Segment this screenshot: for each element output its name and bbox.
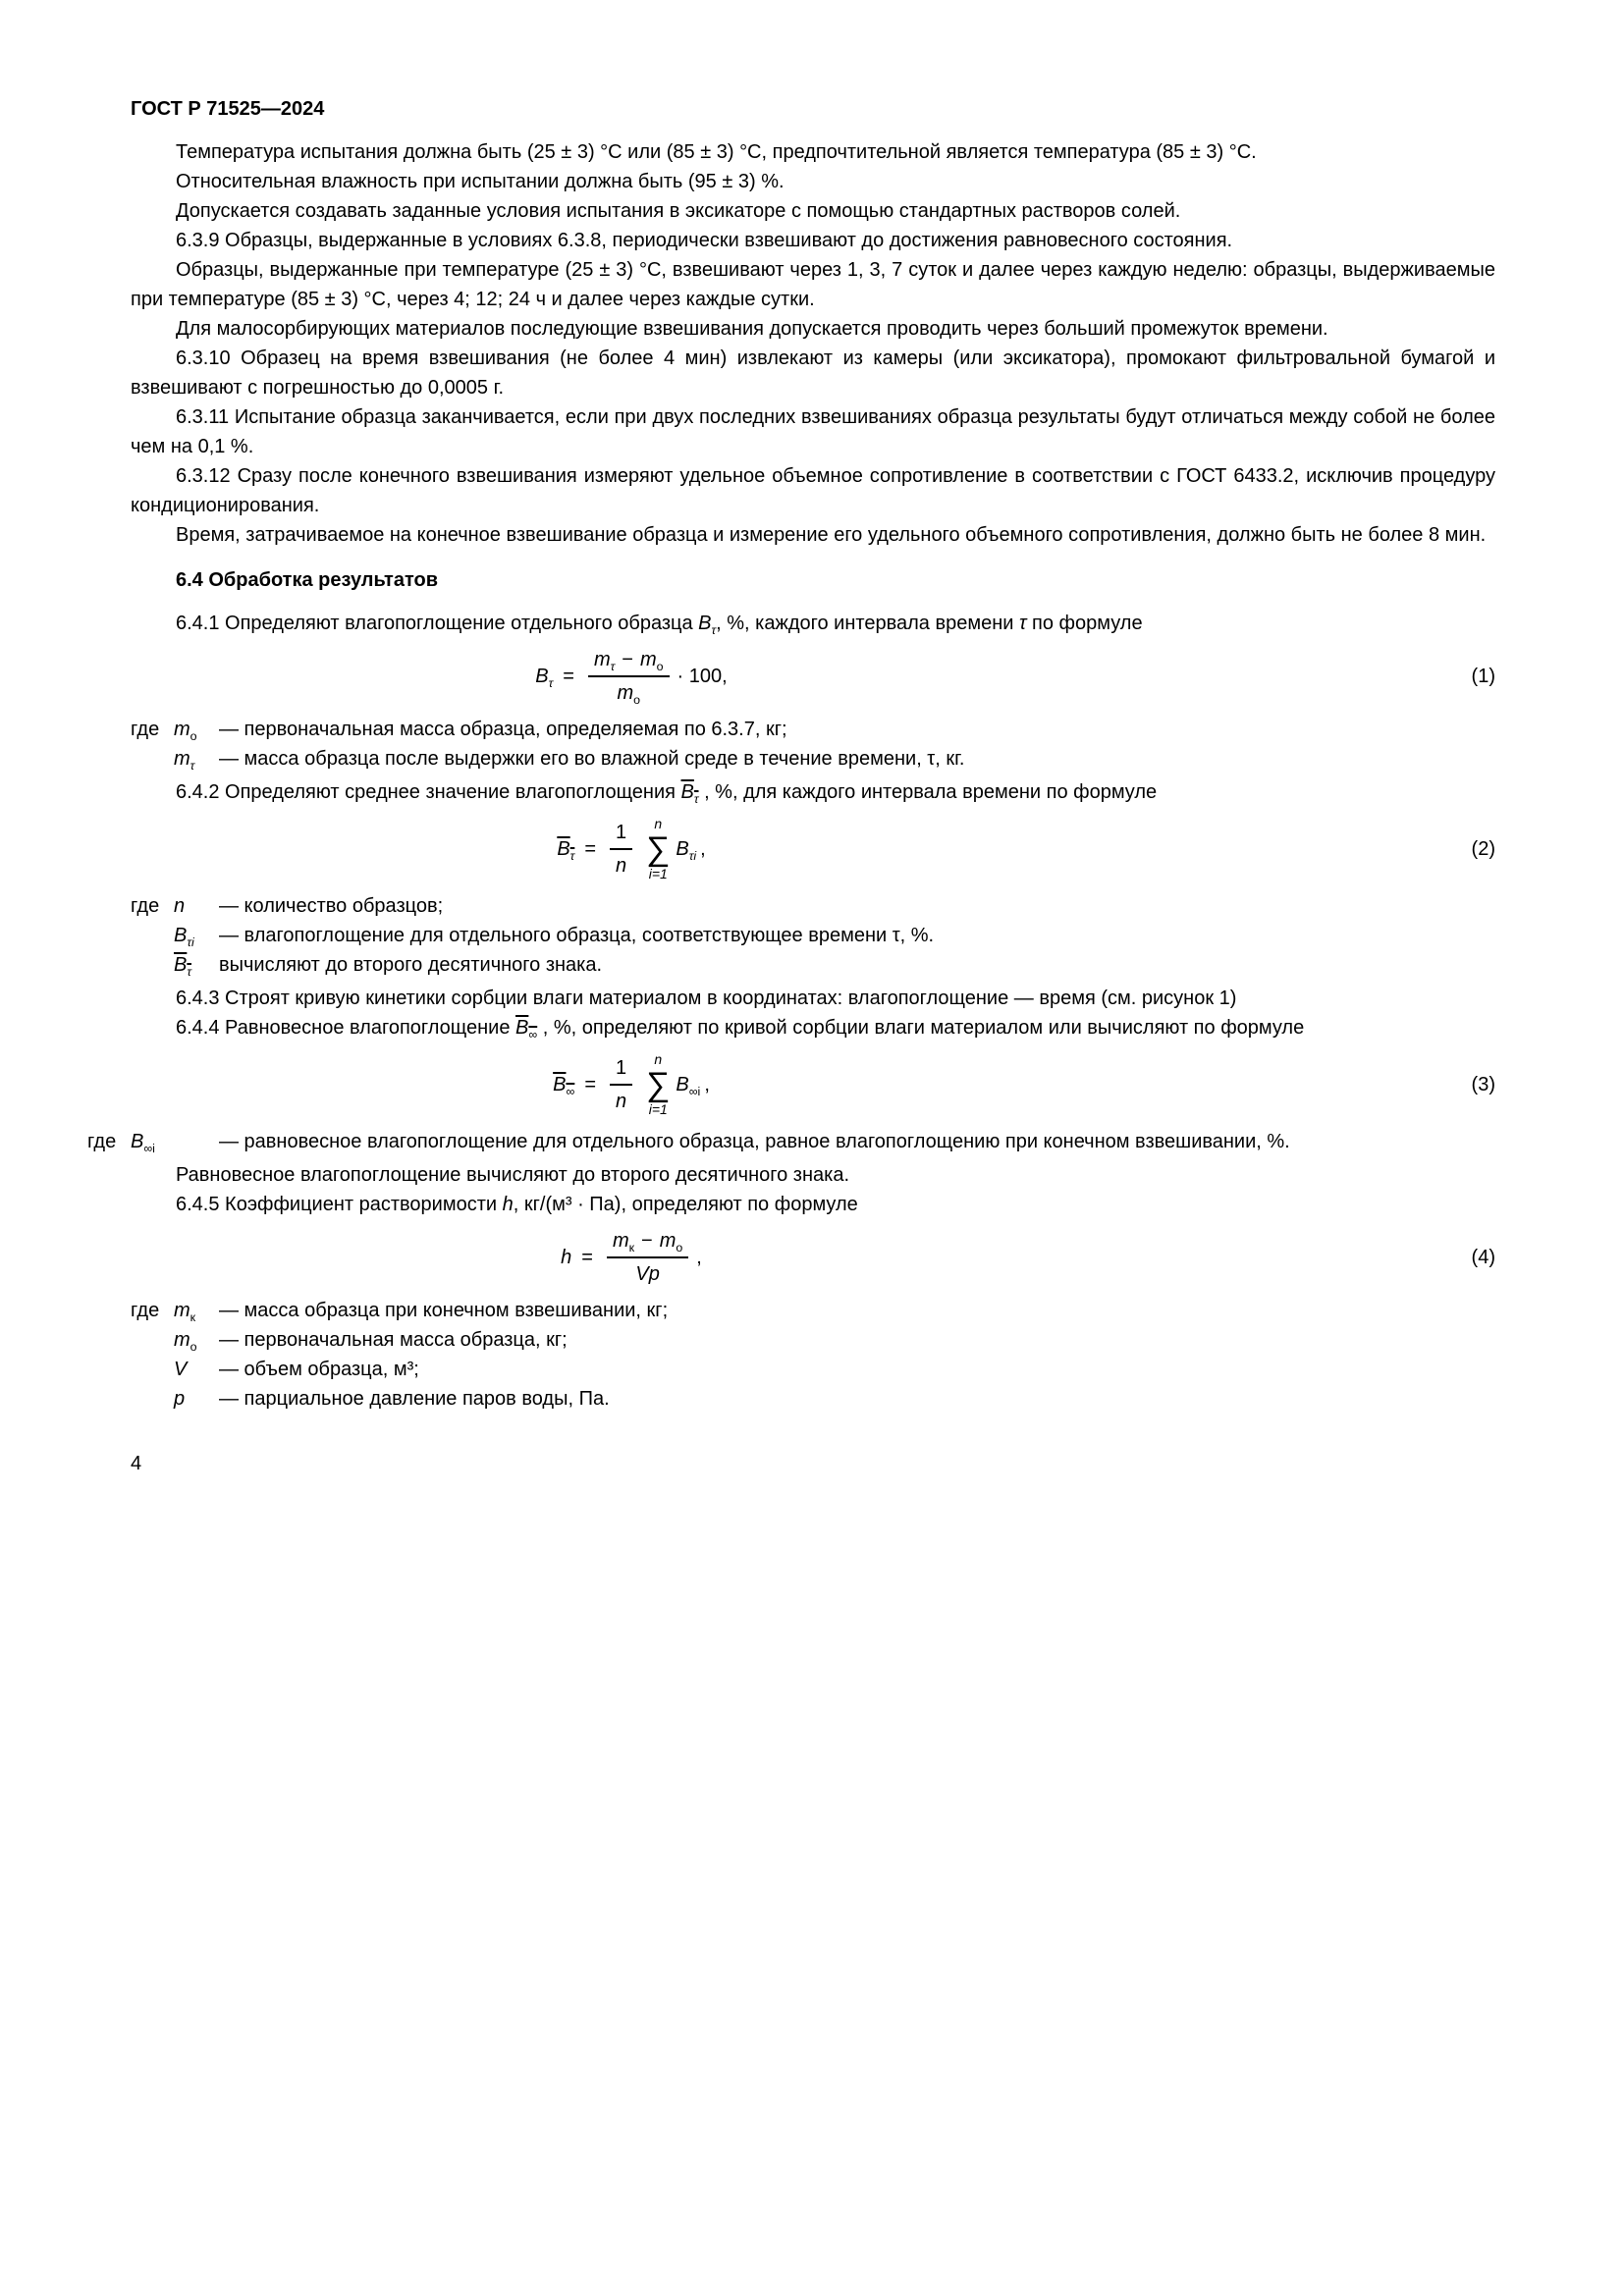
var-sub: τ xyxy=(693,792,699,806)
formula-3-definitions xyxy=(87,1127,1495,1156)
var: m xyxy=(612,1230,629,1252)
var: B xyxy=(676,1074,689,1095)
text-segment: , кг/(м³ · Па), определяют по формуле xyxy=(513,1194,858,1215)
paragraph-6-4-5 xyxy=(131,1190,1495,1219)
fraction xyxy=(607,1229,688,1286)
equals-sign: = xyxy=(563,666,574,687)
paragraph-desiccator: Допускается создавать заданные условия испытания в эксикаторе с помощью стандартных растворов солей. xyxy=(176,200,1181,222)
var-sub: о xyxy=(676,1241,683,1255)
var-sub: о xyxy=(656,660,664,673)
definition-text: — объем образца, м³; xyxy=(219,1359,419,1380)
formula-tail: · 100, xyxy=(677,666,728,687)
definition-line xyxy=(131,891,1495,921)
sum-term xyxy=(676,837,696,861)
definition-text: — количество образцов; xyxy=(219,895,444,917)
paragraph-6-3-12: 6.3.12 Сразу после конечного взвешивания измеряют удельное объемное сопротивление в соответствии с ГОСТ 6433.2, исключив процедуру кондиционирования. xyxy=(131,465,1495,516)
var-sub: τ xyxy=(189,759,195,773)
math-B-tau-mean xyxy=(174,950,219,980)
fraction-numerator xyxy=(588,648,670,677)
formula-4 xyxy=(131,1229,1446,1286)
sigma-symbol: ∑ xyxy=(646,830,671,868)
math-m-k xyxy=(174,1296,219,1325)
formula-tail: , xyxy=(700,838,706,860)
text-segment: по формуле xyxy=(1026,613,1143,634)
var-sub: τ xyxy=(711,623,717,637)
var: m xyxy=(639,649,657,670)
text-segment: , %, для каждого интервала времени по формуле xyxy=(698,781,1158,803)
definition-text: вычисляют до второго десятичного знака. xyxy=(219,954,603,976)
where-label: где xyxy=(87,1131,117,1152)
formula-1-row xyxy=(131,648,1495,705)
summation xyxy=(646,817,670,881)
fraction xyxy=(610,821,632,878)
definition-text: — влагопоглощение для отдельного образца, соответствующее времени τ, %. xyxy=(219,925,935,946)
var: m xyxy=(174,1300,190,1321)
formula-4-definitions xyxy=(131,1296,1495,1414)
paragraph-final-time: Время, затрачиваемое на конечное взвешивание образца и измерение его удельного объемного сопротивления, должно быть не более 8 мин. xyxy=(176,524,1487,546)
definition-text: — первоначальная масса образца, кг; xyxy=(219,1329,568,1351)
paragraph-6-3-10: 6.3.10 Образец на время взвешивания (не более 4 мин) извлекают из камеры (или эксикатора), промокают фильтровальной бумагой и взвешивают с погрешностью до 0,0005 г. xyxy=(131,347,1495,399)
var-sub: τi xyxy=(187,935,194,949)
math-B-tau xyxy=(698,613,717,637)
var-sub: τ xyxy=(569,849,575,863)
var-sub: ∞i xyxy=(143,1142,155,1155)
equals-sign: = xyxy=(584,1074,596,1095)
sum-term xyxy=(676,1073,700,1096)
paragraph-low-sorbing: Для малосорбирующих материалов последующие взвешивания допускается проводить через больший промежуток времени. xyxy=(176,318,1328,340)
equals-sign: = xyxy=(584,838,596,860)
text-segment: 6.4.2 Определяют среднее значение влагопоглощения xyxy=(176,781,681,803)
formula-tail: , xyxy=(696,1247,702,1268)
sum-upper-limit: n xyxy=(654,1051,663,1067)
sum-lower-limit: i=1 xyxy=(648,1101,668,1117)
fraction-denominator: n xyxy=(616,855,627,877)
formula-3 xyxy=(131,1052,1446,1117)
var: B xyxy=(698,613,712,634)
text-segment: 6.4.4 Равновесное влагопоглощение xyxy=(176,1017,516,1039)
var-sub: ∞ xyxy=(566,1085,575,1098)
var: m xyxy=(174,1329,190,1351)
text-segment: 6.4.5 Коэффициент растворимости xyxy=(176,1194,503,1215)
var: B xyxy=(174,925,188,946)
fraction-numerator xyxy=(607,1229,688,1258)
formula-tail: , xyxy=(704,1074,710,1095)
definition-line xyxy=(174,1325,1495,1355)
formula-4-lhs: h xyxy=(561,1247,572,1268)
var: B xyxy=(174,954,188,976)
math-m-tau xyxy=(174,744,219,774)
definition-line xyxy=(131,715,1495,744)
paragraph-6-4-1 xyxy=(131,609,1495,638)
text-segment: , %, каждого интервала времени xyxy=(716,613,1019,634)
definition-line xyxy=(174,1384,1495,1414)
formula-1-definitions xyxy=(131,715,1495,774)
fraction-numerator: 1 xyxy=(610,821,632,850)
var-sub: ∞ xyxy=(528,1028,538,1041)
sum-upper-limit: n xyxy=(654,816,663,831)
formula-1-lhs xyxy=(535,665,553,688)
math-B-tau-i xyxy=(174,921,219,950)
var-sub: τ xyxy=(548,676,554,690)
sum-lower-limit: i=1 xyxy=(648,866,668,881)
where-label: где xyxy=(131,719,160,740)
math-m-0 xyxy=(174,715,219,744)
formula-2-row xyxy=(131,817,1495,881)
var: m xyxy=(617,682,634,704)
var: m xyxy=(174,748,190,770)
formula-2-definitions xyxy=(131,891,1495,980)
var-sub: τ xyxy=(610,660,616,673)
math-m-0 xyxy=(174,1325,219,1355)
math-n: n xyxy=(174,895,186,917)
paragraph-temperature: Температура испытания должна быть (25 ± 3) °С или (85 ± 3) °С, предпочтительной является температура (85 ± 3) °С. xyxy=(176,141,1257,163)
var-sub: к xyxy=(628,1241,635,1255)
fraction-numerator: 1 xyxy=(610,1056,632,1086)
definition-text: — парциальное давление паров воды, Па. xyxy=(219,1388,610,1410)
var-sub: о xyxy=(633,693,641,707)
var-sub: к xyxy=(189,1310,196,1324)
definition-text: — масса образца после выдержки его во влажной среде в течение времени, τ, кг. xyxy=(219,748,965,770)
definition-text: — масса образца при конечном взвешивании, кг; xyxy=(219,1300,669,1321)
var: m xyxy=(593,649,611,670)
formula-1-number: (1) xyxy=(1471,666,1495,687)
equals-sign: = xyxy=(581,1247,593,1268)
text-segment: , %, определяют по кривой сорбции влаги материалом или вычисляют по формуле xyxy=(537,1017,1305,1039)
where-label: где xyxy=(131,895,160,917)
var-sub: ∞i xyxy=(688,1085,701,1098)
mean-symbol xyxy=(174,954,191,979)
paragraph-equilibrium-note: Равновесное влагопоглощение вычисляют до второго десятичного знака. xyxy=(176,1164,850,1186)
sigma-symbol: ∑ xyxy=(646,1066,671,1103)
formula-4-row xyxy=(131,1229,1495,1286)
fraction-denominator xyxy=(617,677,640,705)
var: B xyxy=(553,1074,567,1095)
paragraph-humidity: Относительная влажность при испытании должна быть (95 ± 3) %. xyxy=(176,171,785,192)
paragraph-weighing-schedule: Образцы, выдержанные при температуре (25 ± 3) °С, взвешивают через 1, 3, 7 суток и далее через каждую неделю: образцы, выдерживаемые при температуре (85 ± 3) °С, через 4; 12; 24 ч и далее через каждые сутки. xyxy=(131,259,1495,310)
var: B xyxy=(680,781,694,803)
definition-line xyxy=(87,1127,1495,1156)
formula-3-row xyxy=(131,1052,1495,1117)
definition-line xyxy=(174,744,1495,774)
var-sub: τi xyxy=(688,849,697,863)
fraction-denominator: Vp xyxy=(635,1263,660,1285)
math-h: h xyxy=(502,1194,514,1215)
fraction xyxy=(610,1056,632,1113)
formula-1 xyxy=(131,648,1446,705)
var: B xyxy=(131,1131,144,1152)
text-segment: 6.4.1 Определяют влагопоглощение отдельного образца xyxy=(176,613,699,634)
fraction xyxy=(588,648,670,705)
formula-3-number: (3) xyxy=(1471,1074,1495,1095)
definition-line xyxy=(174,950,1495,980)
paragraph-6-4-2 xyxy=(131,777,1495,807)
formula-4-number: (4) xyxy=(1471,1247,1495,1268)
math-B-inf-mean xyxy=(515,1017,537,1039)
definition-text: — первоначальная масса образца, определяемая по 6.3.7, кг; xyxy=(219,719,787,740)
summation xyxy=(646,1052,670,1117)
var: m xyxy=(174,719,190,740)
var: B xyxy=(557,838,570,860)
var: B xyxy=(676,838,689,860)
where-label: где xyxy=(131,1300,160,1321)
paragraph-6-3-11: 6.3.11 Испытание образца заканчивается, если при двух последних взвешиваниях образца результаты будут отличаться между собой не более чем на 0,1 %. xyxy=(131,406,1495,457)
math-V: V xyxy=(174,1359,188,1380)
math-B-tau-mean xyxy=(680,781,699,806)
section-heading-6-4: 6.4 Обработка результатов xyxy=(176,569,439,591)
doc-header-title: ГОСТ Р 71525—2024 xyxy=(131,98,325,120)
minus-sign: − xyxy=(641,1230,653,1252)
var: B xyxy=(515,1017,529,1039)
formula-2-lhs xyxy=(557,837,574,861)
var: m xyxy=(659,1230,677,1252)
formula-2 xyxy=(131,817,1446,881)
paragraph-6-4-3: 6.4.3 Строят кривую кинетики сорбции влаги материалом в координатах: влагопоглощение — время (см. рисунок 1) xyxy=(176,988,1237,1009)
definition-line xyxy=(174,1355,1495,1384)
math-tau: τ xyxy=(1018,613,1027,634)
minus-sign: − xyxy=(622,649,633,670)
math-p: p xyxy=(174,1388,186,1410)
math-B-inf-i xyxy=(131,1127,219,1156)
formula-2-number: (2) xyxy=(1471,838,1495,860)
definition-line xyxy=(174,921,1495,950)
var-sub: о xyxy=(189,1340,197,1354)
fraction-denominator: n xyxy=(616,1091,627,1112)
var: B xyxy=(535,666,549,687)
page-number: 4 xyxy=(131,1453,142,1474)
var-sub: τ xyxy=(187,965,191,979)
definition-text: — равновесное влагопоглощение для отдельного образца, равное влагопоглощению при конечном взвешивании, %. xyxy=(219,1131,1290,1152)
definition-line xyxy=(131,1296,1495,1325)
var-sub: о xyxy=(189,729,197,743)
formula-3-lhs xyxy=(553,1073,574,1096)
paragraph-6-4-4 xyxy=(131,1013,1495,1042)
paragraph-6-3-9: 6.3.9 Образцы, выдержанные в условиях 6.3.8, периодически взвешивают до достижения равновесного состояния. xyxy=(176,230,1233,251)
